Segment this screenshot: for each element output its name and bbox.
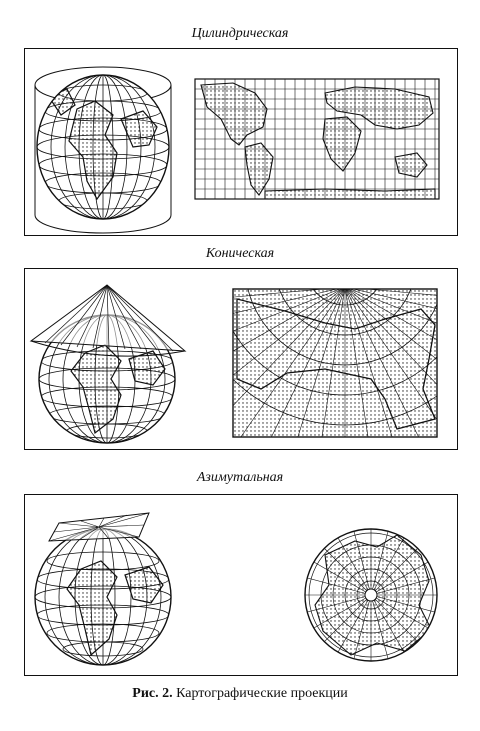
section-title-conic: Коническая <box>205 246 275 261</box>
panel-azimuthal <box>24 494 458 676</box>
panel-cylindrical <box>24 48 458 236</box>
plane-globe-illustration <box>35 513 171 665</box>
figure-caption-text: Картографические проекции <box>176 686 348 701</box>
section-title-azimuthal: Азимутальная <box>196 470 284 485</box>
azimuthal-map <box>301 525 441 665</box>
figure-label: Рис. 2. <box>132 686 173 701</box>
cylindrical-world-map <box>195 79 439 199</box>
cone-globe-illustration <box>31 285 185 443</box>
section-title-cylindrical: Цилиндрическая <box>191 26 289 41</box>
figure-caption <box>0 686 480 702</box>
cylinder-globe-illustration <box>35 67 171 233</box>
panel-conic <box>24 268 458 450</box>
